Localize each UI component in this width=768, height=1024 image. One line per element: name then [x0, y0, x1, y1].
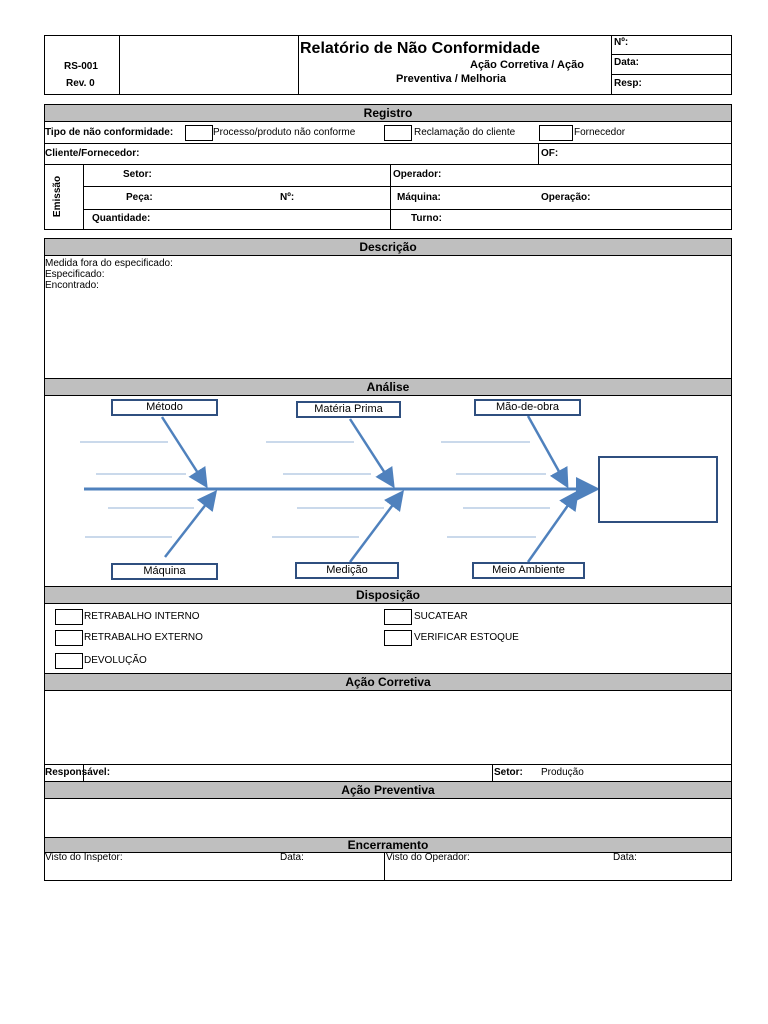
medicao-label: Medição	[295, 562, 399, 579]
turno-label: Turno:	[411, 213, 442, 224]
operador-label: Operador:	[393, 169, 442, 180]
responsavel-label: Responsável:	[45, 767, 111, 778]
descricao-line1: Medida fora do especificado:	[45, 258, 173, 269]
disposicao-title: Disposição	[44, 586, 732, 604]
visto-inspetor-label: Visto do Inspetor:	[45, 852, 123, 863]
verificar-estoque-label: VERIFICAR ESTOQUE	[414, 632, 519, 643]
descricao-title: Descrição	[44, 238, 732, 256]
materia-prima-label: Matéria Prima	[296, 401, 401, 418]
devolucao-checkbox[interactable]	[55, 653, 83, 669]
encerramento-title: Encerramento	[44, 837, 732, 853]
reclamacao-label: Reclamação do cliente	[414, 127, 516, 138]
setor-corretiva-label: Setor:	[494, 767, 523, 778]
retrabalho-interno-checkbox[interactable]	[55, 609, 83, 625]
emissao-label: Emissão	[52, 175, 64, 218]
visto-operador-label: Visto do Operador:	[386, 852, 470, 863]
peca-label: Peça:	[126, 192, 153, 203]
tipo-label: Tipo de não conformidade:	[45, 127, 174, 138]
retrabalho-externo-label: RETRABALHO EXTERNO	[84, 632, 203, 643]
sucatear-label: SUCATEAR	[414, 611, 468, 622]
analise-title: Análise	[44, 378, 732, 396]
form-revision: Rev. 0	[66, 78, 95, 89]
descricao-line2: Especificado:	[45, 269, 105, 280]
setor-label: Setor:	[123, 169, 152, 180]
fishbone-effect-box	[599, 457, 717, 522]
descricao-line3: Encontrado:	[45, 280, 99, 291]
retrabalho-interno-label: RETRABALHO INTERNO	[84, 611, 200, 622]
subtitle-line1: Ação Corretiva / Ação	[470, 59, 584, 71]
processo-label: Processo/produto não conforme	[213, 127, 356, 138]
fornecedor-label: Fornecedor	[574, 127, 626, 138]
cliente-label: Cliente/Fornecedor:	[45, 148, 140, 159]
verificar-estoque-checkbox[interactable]	[384, 630, 412, 646]
registro-title: Registro	[44, 104, 732, 122]
subtitle-line2: Preventiva / Melhoria	[396, 73, 507, 85]
resp-label: Resp:	[614, 78, 642, 89]
setor-corretiva-value: Produção	[541, 767, 584, 778]
operacao-label: Operação:	[541, 192, 591, 203]
sucatear-checkbox[interactable]	[384, 609, 412, 625]
retrabalho-externo-checkbox[interactable]	[55, 630, 83, 646]
form-code: RS-001	[64, 61, 98, 72]
data-operador-label: Data:	[613, 852, 637, 863]
devolucao-label: DEVOLUÇÃO	[84, 655, 147, 666]
peca-num-label: Nº:	[280, 192, 295, 203]
metodo-label: Método	[111, 399, 218, 416]
maquina-label: Máquina:	[397, 192, 441, 203]
quantidade-label: Quantidade:	[92, 213, 151, 224]
meio-ambiente-label: Meio Ambiente	[472, 562, 585, 579]
mao-de-obra-label: Mão-de-obra	[474, 399, 581, 416]
page-title: Relatório de Não Conformidade	[300, 40, 541, 57]
date-label: Data:	[614, 57, 640, 68]
number-label: Nº:	[614, 37, 629, 48]
of-label: OF:	[541, 148, 559, 159]
maquina-branch-label: Máquina	[111, 563, 218, 580]
acao-preventiva-title: Ação Preventiva	[44, 781, 732, 799]
acao-corretiva-title: Ação Corretiva	[44, 673, 732, 691]
data-inspetor-label: Data:	[280, 852, 304, 863]
